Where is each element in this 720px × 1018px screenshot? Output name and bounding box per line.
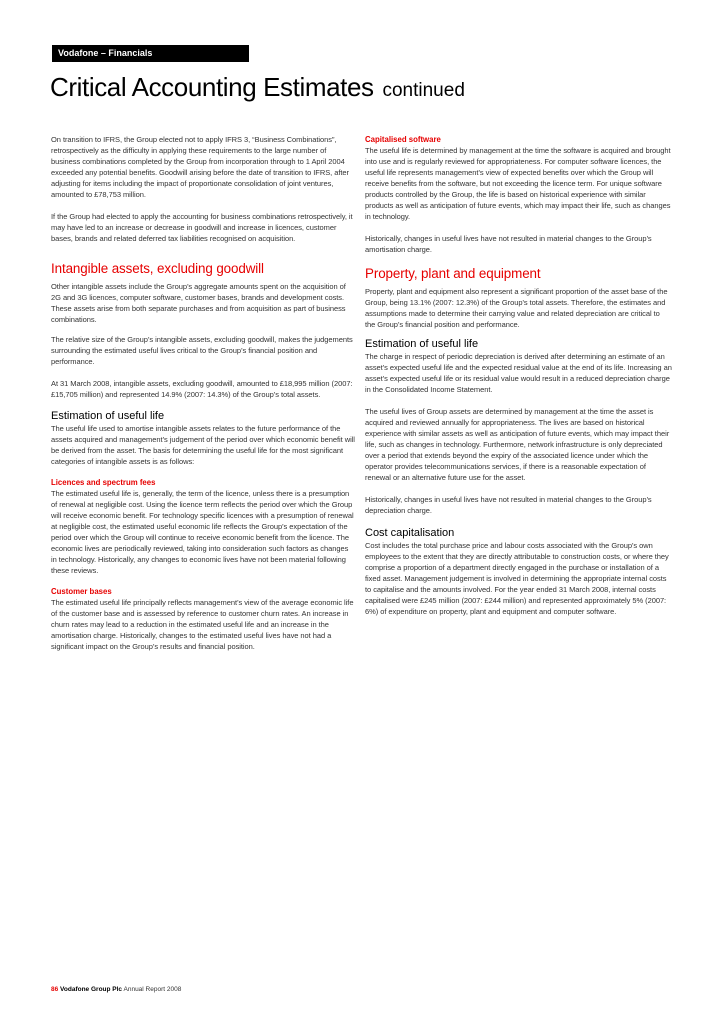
paragraph-customer-bases: The estimated useful life principally reflects management’s view of the average economic life of the customer base and is assessed by reference to customer churn rates. An increase in churn rates may lead to a reduction in the estimated useful life and an increase in the amortisation charge. Historically, changes to the estimated useful lives have not had a significant impact on the Group’s results and financial position.	[51, 598, 354, 651]
paragraph-intangible-assets: Other intangible assets include the Group’s aggregate amounts spent on the acquisition of 2G and 3G licences, computer software, customer bases, brands and development costs. These assets arise from both separate purchases and from acquisition as part of business combinations.	[51, 282, 346, 324]
page-footer	[51, 986, 181, 993]
page-title-main: Critical Accounting Estimates	[50, 72, 374, 102]
footer-report: Annual Report 2008	[123, 986, 182, 993]
page-number: 86	[51, 986, 59, 993]
paragraph-depreciation-history: Historically, changes in useful lives have not resulted in material changes to the Group’s depreciation charge.	[365, 495, 652, 515]
page-title	[50, 72, 465, 103]
paragraph-useful-life-basis: The useful life used to amortise intangible assets relates to the future performance of the assets acquired and management’s judgement of the period over which economic benefit will be derived from the asset. The basis for determining the useful life for the most significant categories of intangible assets is as follows:	[51, 424, 355, 466]
paragraph-cost-capitalisation: Cost includes the total purchase price and labour costs associated with the Group’s own employees to the extent that they are directly attributable to construction costs, or where they comprise a proportion of a department directly engaged in the purchase or installation of a fixed asset. Management judgement is involved in determining the appropriate internal costs to capitalise and the amounts involved. For the year ended 31 March 2008, internal costs capitalised were £245 million (2007: £244 million) and represented approximately 5% (2007: 6%) of expenditure on property, plant and equipment and computer software.	[365, 541, 669, 616]
heading-cost-capitalisation: Cost capitalisation	[365, 527, 455, 539]
heading-property-plant-equipment: Property, plant and equipment	[365, 266, 541, 281]
paragraph-intangible-amount: At 31 March 2008, intangible assets, excluding goodwill, amounted to £18,995 million (2007: £15,705 million) and represented 14.9% (2007: 14.3%) of the Group’s total assets.	[51, 379, 353, 399]
paragraph-capitalised-software: The useful life is determined by management at the time the software is acquired and brought into use and is regularly reviewed for appropriateness. For computer software licences, the useful life represents management’s view of expected benefits over which the Group will receive benefits from the software, but not exceeding the licence term. For unique software products controlled by the Group, the life is based on historical experience with similar products as well as anticipation of future events, which may impact their life, such as changes in technology.	[365, 146, 671, 221]
footer-company: Vodafone Group Plc	[60, 986, 123, 993]
heading-estimation-useful-life-left: Estimation of useful life	[51, 410, 165, 422]
heading-intangible-assets: Intangible assets, excluding goodwill	[51, 261, 264, 276]
left-column	[51, 134, 356, 652]
heading-capitalised-software: Capitalised software	[365, 135, 441, 144]
paragraph-business-combinations: If the Group had elected to apply the accounting for business combinations retrospectively, it may have led to an increase or decrease in goodwill and increase in licences, customer bases, brands and related deferred tax liabilities recognised on acquisition.	[51, 212, 353, 243]
paragraph-licences-spectrum: The estimated useful life is, generally, the term of the licence, unless there is a presumption of renewal at negligible cost. Using the licence term reflects the period over which the Group will receive economic benefit. For technology specific licences with a presumption of renewal at negligible cost, the estimated useful economic life reflects the Group’s expectation of the period over which the Group will continue to receive economic benefit from the licence. The economic lives are periodically reviewed, taking into consideration such factors as changes in technology. Historically, any changes to economic lives have not been material following these reviews.	[51, 489, 354, 575]
right-column	[365, 134, 672, 617]
paragraph-intangible-size: The relative size of the Group’s intangible assets, excluding goodwill, makes the judgements surrounding the estimated useful lives critical to the Group’s financial position and performance.	[51, 335, 353, 366]
heading-estimation-useful-life-right: Estimation of useful life	[365, 338, 479, 350]
paragraph-ifrs-transition: On transition to IFRS, the Group elected not to apply IFRS 3, “Business Combinations”, retrospectively as the difficulty in applying these requirements to the large number of business combinations completed by the Group from incorporation through to 1 April 2004 exceeded any potential benefits. Goodwill arising before the date of transition to IFRS, after adjusting for items including the impact of proportionate consolidation of joint ventures, amounted to £78,753 million.	[51, 135, 349, 199]
heading-customer-bases: Customer bases	[51, 587, 112, 596]
paragraph-property-plant-equipment: Property, plant and equipment also represent a significant proportion of the asset base of the Group, being 13.1% (2007: 12.3%) of the Group’s total assets. Therefore, the estimates and assumptions made to determine their carrying value and related depreciation are critical to the Group’s financial position and performance.	[365, 287, 668, 329]
paragraph-amortisation-history: Historically, changes in useful lives have not resulted in material changes to the Group’s amortisation charge.	[365, 234, 652, 254]
paragraph-useful-lives-determined: The useful lives of Group assets are determined by management at the time the asset is acquired and reviewed annually for appropriateness. The lives are based on historical experience with similar assets as well as anticipation of future events, which may impact their life, such as changes in technology. Furthermore, network infrastructure is only depreciated over a period that extends beyond the expiry of the associated licence under which the operator provides telecommunications services, if there is a reasonable expectation of renewal or an alternative future use for the asset.	[365, 407, 670, 482]
paragraph-depreciation-charge: The charge in respect of periodic depreciation is derived after determining an estimate of an asset’s expected useful life and the expected residual value at the end of its life. Increasing an asset’s expected useful life or its residual value would result in a reduced depreciation charge in the Consolidated Income Statement.	[365, 352, 672, 394]
section-tab: Vodafone – Financials	[52, 45, 249, 62]
heading-licences-spectrum: Licences and spectrum fees	[51, 478, 156, 487]
page-title-continued: continued	[382, 80, 465, 101]
